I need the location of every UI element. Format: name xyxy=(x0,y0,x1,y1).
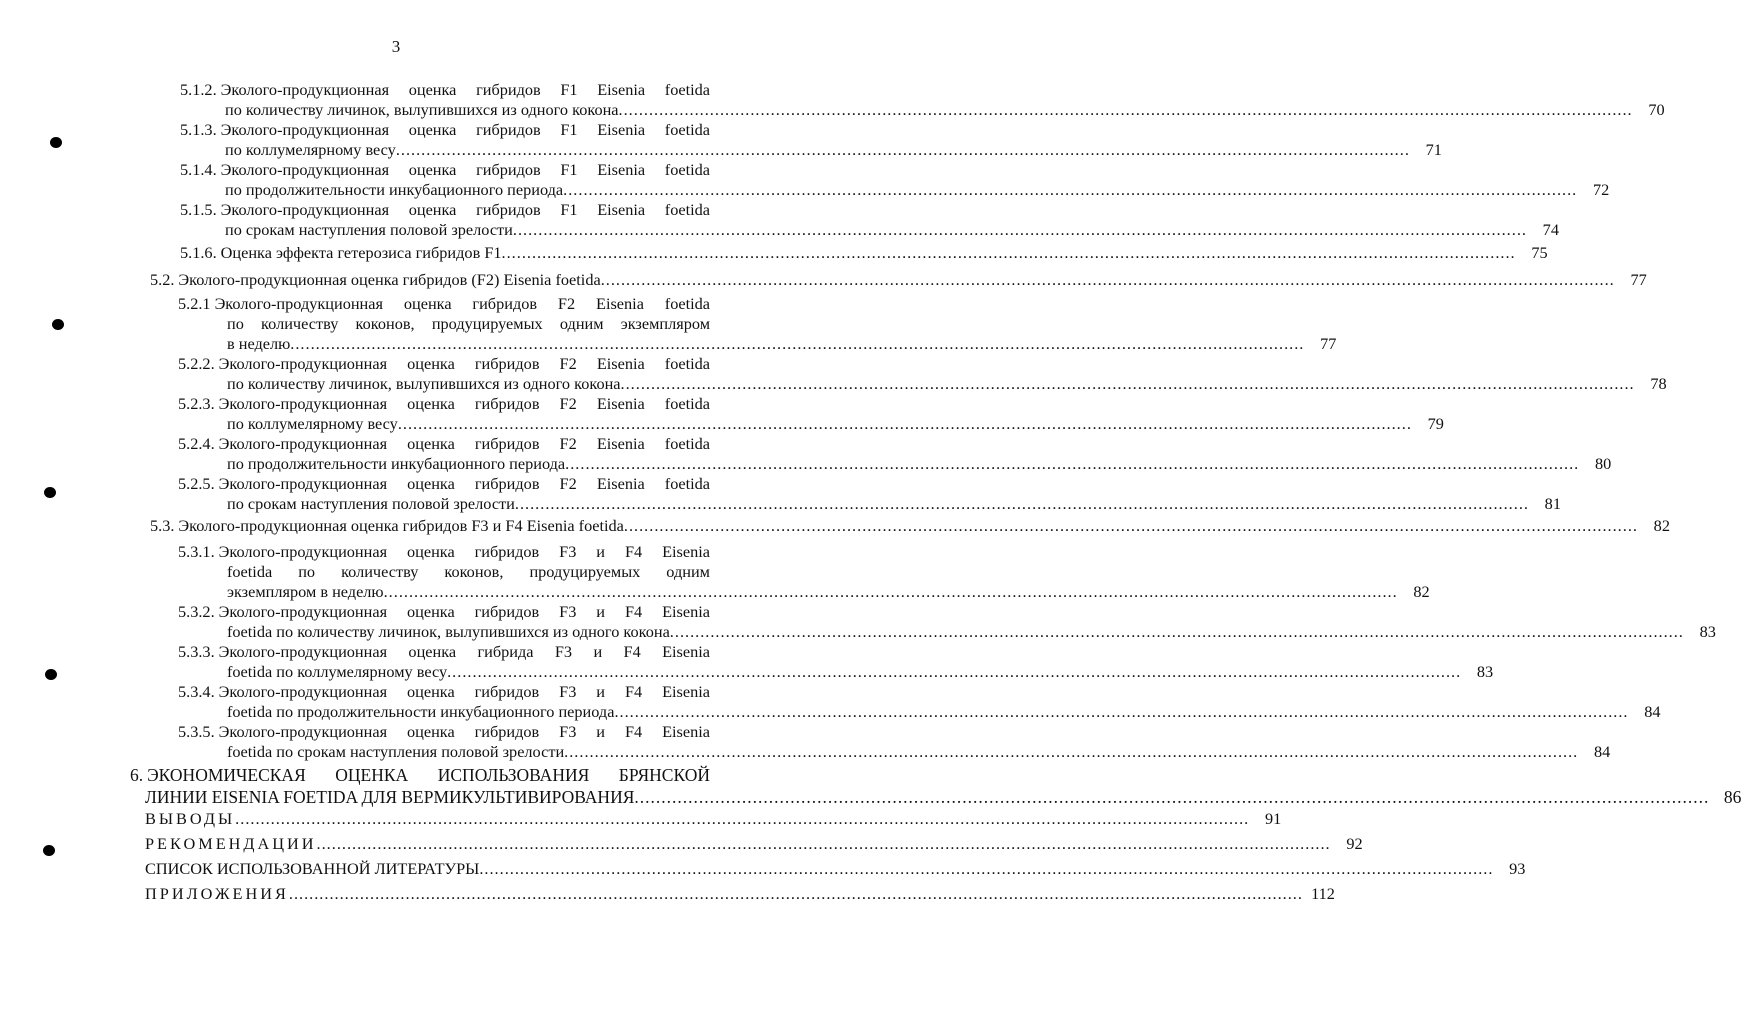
section-title: Эколого-продукционная оценка гибридов F3 и F4 Eisenia xyxy=(218,722,710,741)
toc-entry-line xyxy=(145,834,1363,854)
page-ref: 112 xyxy=(1311,884,1335,903)
toc-entry-line xyxy=(130,786,1741,808)
toc-entry-line xyxy=(180,243,1548,263)
dot-leader: ........................................................................................................................................................................................................ xyxy=(383,582,1398,601)
dot-leader: ........................................................................................................................................................................................................ xyxy=(634,787,1710,807)
section-title: по продолжительности инкубационного периода xyxy=(227,454,566,473)
dot-leader: ........................................................................................................................................................................................................ xyxy=(512,220,1527,239)
toc-entry-line xyxy=(178,702,1661,722)
section-title: ЭКОНОМИЧЕСКАЯ ОЦЕНКА ИСПОЛЬЗОВАНИЯ БРЯНСКОЙ xyxy=(147,765,710,785)
toc-entry-line xyxy=(178,602,710,622)
toc-entry[interactable] xyxy=(178,642,1494,682)
toc-entry-line xyxy=(150,270,1647,290)
page-ref: 80 xyxy=(1594,454,1612,473)
section-title: ЛИНИИ EISENIA FOETIDA ДЛЯ ВЕРМИКУЛЬТИВИРОВАНИЯ xyxy=(145,787,635,807)
toc-entry-line xyxy=(180,200,710,220)
page-ref: 71 xyxy=(1425,140,1442,159)
toc-entry[interactable] xyxy=(145,834,1363,854)
dot-leader: ........................................................................................................................................................................................................ xyxy=(623,516,1638,535)
toc-entry[interactable] xyxy=(130,764,1741,808)
toc-entry-line xyxy=(145,809,1282,829)
dot-leader: ........................................................................................................................................................................................................ xyxy=(479,859,1494,878)
toc-entry[interactable] xyxy=(180,160,1610,200)
dot-leader: ........................................................................................................................................................................................................ xyxy=(565,454,1580,473)
toc-entry[interactable] xyxy=(180,80,1665,120)
dot-leader: ........................................................................................................................................................................................................ xyxy=(600,270,1615,289)
page-ref: 93 xyxy=(1509,859,1526,878)
section-title: Эколого-продукционная оценка гибридов (F2) Eisenia foetida xyxy=(178,270,601,289)
page-ref: 78 xyxy=(1650,374,1667,393)
section-title: ВЫВОДЫ xyxy=(145,809,236,828)
toc-entry-line xyxy=(178,354,710,374)
toc-entry-line xyxy=(178,742,1611,762)
toc-entry-line xyxy=(178,562,710,582)
page-ref: 77 xyxy=(1320,334,1337,353)
dot-leader: ........................................................................................................................................................................................................ xyxy=(316,834,1331,853)
toc-entry[interactable] xyxy=(178,434,1612,474)
section-title: в неделю xyxy=(227,334,291,353)
toc-entry[interactable] xyxy=(178,542,1430,602)
toc-entry-line xyxy=(178,494,1561,514)
page-ref: 91 xyxy=(1264,809,1282,828)
toc-entry[interactable] xyxy=(178,294,1337,354)
dot-leader: ........................................................................................................................................................................................................ xyxy=(397,414,1412,433)
dot-leader: ........................................................................................................................................................................................................ xyxy=(514,494,1529,513)
dot-leader: ........................................................................................................................................................................................................ xyxy=(620,374,1635,393)
page-ref: 79 xyxy=(1427,414,1444,433)
section-number: 5.1.5. xyxy=(180,200,217,219)
toc-entry[interactable] xyxy=(150,516,1670,536)
toc-entry-line xyxy=(178,542,710,562)
section-title: Эколого-продукционная оценка гибрида F3 и F4 Eisenia xyxy=(218,642,710,661)
toc-entry-line xyxy=(178,622,1716,642)
page-ref: 84 xyxy=(1644,702,1661,721)
toc-entry-line xyxy=(178,334,1337,354)
section-title: СПИСОК ИСПОЛЬЗОВАННОЙ ЛИТЕРАТУРЫ xyxy=(145,859,480,878)
section-title: по количеству коконов, продуцируемых одним экземпляром xyxy=(227,314,710,333)
section-title: Оценка эффекта гетерозиса гибридов F1 xyxy=(220,243,502,262)
toc-entry[interactable] xyxy=(178,682,1661,722)
toc-entry-line xyxy=(180,140,1442,160)
toc-entry-line xyxy=(178,722,710,742)
section-title: foetida по коллумелярному весу xyxy=(227,662,448,681)
toc-entry-line xyxy=(180,120,710,140)
page-ref: 74 xyxy=(1542,220,1559,239)
section-title: по количеству личинок, вылупившихся из одного кокона xyxy=(227,374,621,393)
section-title: foetida по продолжительности инкубационного периода xyxy=(227,702,615,721)
page-ref: 86 xyxy=(1723,787,1741,807)
section-title: Эколого-продукционная оценка гибридов F2 Eisenia foetida xyxy=(214,294,710,313)
page-ref: 82 xyxy=(1653,516,1670,535)
punch-hole-mark xyxy=(50,137,62,148)
toc-entry[interactable] xyxy=(145,859,1526,879)
page-ref: 72 xyxy=(1592,180,1610,199)
punch-hole-mark xyxy=(52,319,64,330)
dot-leader: ........................................................................................................................................................................................................ xyxy=(564,742,1579,761)
toc-entry[interactable] xyxy=(145,884,1335,904)
section-number: 5.3.1. xyxy=(178,542,215,561)
dot-leader: ........................................................................................................................................................................................................ xyxy=(395,140,1410,159)
section-number: 5.2.3. xyxy=(178,394,215,413)
toc-entry-line xyxy=(178,474,710,494)
toc-entry[interactable] xyxy=(180,243,1548,263)
toc-entry-line xyxy=(178,434,710,454)
toc-entry-line xyxy=(178,414,1444,434)
section-title: Эколого-продукционная оценка гибридов F3 и F4 Eisenia xyxy=(218,682,710,701)
toc-entry-line xyxy=(180,160,710,180)
page-ref: 83 xyxy=(1476,662,1494,681)
section-title: экземпляром в неделю xyxy=(227,582,384,601)
section-number: 5.2. xyxy=(150,270,175,289)
toc-entry-line xyxy=(180,220,1559,240)
section-title: Эколого-продукционная оценка гибридов F3 и F4 Eisenia foetida xyxy=(178,516,624,535)
section-title: Эколого-продукционная оценка гибридов F2 Eisenia foetida xyxy=(218,474,710,493)
section-title: Эколого-продукционная оценка гибридов F1 Eisenia foetida xyxy=(220,160,710,179)
dot-leader: ........................................................................................................................................................................................................ xyxy=(563,180,1578,199)
page-ref: 77 xyxy=(1630,270,1647,289)
section-number: 5.2.4. xyxy=(178,434,215,453)
toc-entry[interactable] xyxy=(178,722,1611,762)
toc-entry[interactable] xyxy=(178,354,1667,394)
punch-hole-mark xyxy=(43,845,55,856)
section-title: Эколого-продукционная оценка гибридов F1 Eisenia foetida xyxy=(220,200,710,219)
section-number: 5.3.3. xyxy=(178,642,215,661)
section-number: 5.1.3. xyxy=(180,120,217,139)
page-ref: 81 xyxy=(1544,494,1561,513)
toc-entry-line xyxy=(178,642,710,662)
page-ref: 75 xyxy=(1531,243,1548,262)
toc-entry-line xyxy=(178,682,710,702)
toc-entry[interactable] xyxy=(178,474,1561,514)
section-title: Эколого-продукционная оценка гибридов F3 и F4 Eisenia xyxy=(218,542,710,561)
section-title: foetida по срокам наступления половой зрелости xyxy=(227,742,565,761)
page-ref: 82 xyxy=(1413,582,1430,601)
toc-entry-line xyxy=(180,180,1610,200)
section-title: Эколого-продукционная оценка гибридов F2 Eisenia foetida xyxy=(218,394,710,413)
section-title: по продолжительности инкубационного периода xyxy=(225,180,564,199)
toc-entry-line xyxy=(180,80,710,100)
section-title: по коллумелярному весу xyxy=(225,140,396,159)
section-title: Эколого-продукционная оценка гибридов F1 Eisenia foetida xyxy=(220,120,710,139)
section-title: foetida по количеству коконов, продуцируемых одним xyxy=(227,562,710,581)
toc-entry-line xyxy=(178,662,1494,682)
page-ref: 92 xyxy=(1346,834,1363,853)
section-number: 6. xyxy=(130,765,144,785)
dot-leader: ........................................................................................................................................................................................................ xyxy=(290,334,1305,353)
toc-entry-line xyxy=(145,859,1526,879)
toc-entry[interactable] xyxy=(178,602,1716,642)
toc-entry[interactable] xyxy=(178,394,1444,434)
dot-leader: ........................................................................................................................................................................................................ xyxy=(447,662,1462,681)
section-title: foetida по количеству личинок, вылупившихся из одного кокона xyxy=(227,622,670,641)
section-title: Эколого-продукционная оценка гибридов F3 и F4 Eisenia xyxy=(218,602,710,621)
punch-hole-mark xyxy=(45,669,57,680)
toc-entry-line xyxy=(178,454,1612,474)
toc-entry-line xyxy=(178,582,1430,602)
page-ref: 83 xyxy=(1699,622,1716,641)
toc-entry-line xyxy=(145,884,1335,904)
section-title: Эколого-продукционная оценка гибридов F1 Eisenia foetida xyxy=(220,80,710,99)
dot-leader: ........................................................................................................................................................................................................ xyxy=(614,702,1629,721)
section-title: Эколого-продукционная оценка гибридов F2 Eisenia foetida xyxy=(218,354,710,373)
dot-leader: ........................................................................................................................................................................................................ xyxy=(288,884,1303,903)
page-ref: 70 xyxy=(1648,100,1665,119)
toc-entry-line xyxy=(178,374,1667,394)
dot-leader: ........................................................................................................................................................................................................ xyxy=(235,809,1250,828)
page-ref: 84 xyxy=(1593,742,1611,761)
toc-entry-line xyxy=(178,394,710,414)
section-number: 5.3.5. xyxy=(178,722,215,741)
toc-entry-line xyxy=(150,516,1670,536)
toc-entry[interactable] xyxy=(180,200,1559,240)
page-number: 3 xyxy=(391,37,401,56)
section-title: по количеству личинок, вылупившихся из одного кокона xyxy=(225,100,619,119)
section-title: по срокам наступления половой зрелости xyxy=(225,220,513,239)
section-number: 5.1.2. xyxy=(180,80,217,99)
toc-entry[interactable] xyxy=(180,120,1442,160)
section-number: 5.2.2. xyxy=(178,354,215,373)
section-number: 5.3.4. xyxy=(178,682,215,701)
punch-hole-mark xyxy=(44,487,56,498)
section-number: 5.3. xyxy=(150,516,175,535)
section-number: 5.1.4. xyxy=(180,160,217,179)
dot-leader: ........................................................................................................................................................................................................ xyxy=(501,243,1516,262)
dot-leader: ........................................................................................................................................................................................................ xyxy=(669,622,1684,641)
section-title: по коллумелярному весу xyxy=(227,414,398,433)
section-title: ПРИЛОЖЕНИЯ xyxy=(145,884,289,903)
toc-entry-line xyxy=(178,294,710,314)
dot-leader: ........................................................................................................................................................................................................ xyxy=(618,100,1633,119)
toc-entry-line xyxy=(180,100,1665,120)
toc-entry-line xyxy=(130,764,710,786)
toc-entry-line xyxy=(178,314,710,334)
toc-entry[interactable] xyxy=(145,809,1282,829)
section-number: 5.3.2. xyxy=(178,602,215,621)
section-title: по срокам наступления половой зрелости xyxy=(227,494,515,513)
section-number: 5.1.6. xyxy=(180,243,217,262)
section-number: 5.2.1 xyxy=(178,294,211,313)
section-number: 5.2.5. xyxy=(178,474,215,493)
toc-entry[interactable] xyxy=(150,270,1647,290)
section-title: РЕКОМЕНДАЦИИ xyxy=(145,834,317,853)
section-title: Эколого-продукционная оценка гибридов F2 Eisenia foetida xyxy=(218,434,710,453)
